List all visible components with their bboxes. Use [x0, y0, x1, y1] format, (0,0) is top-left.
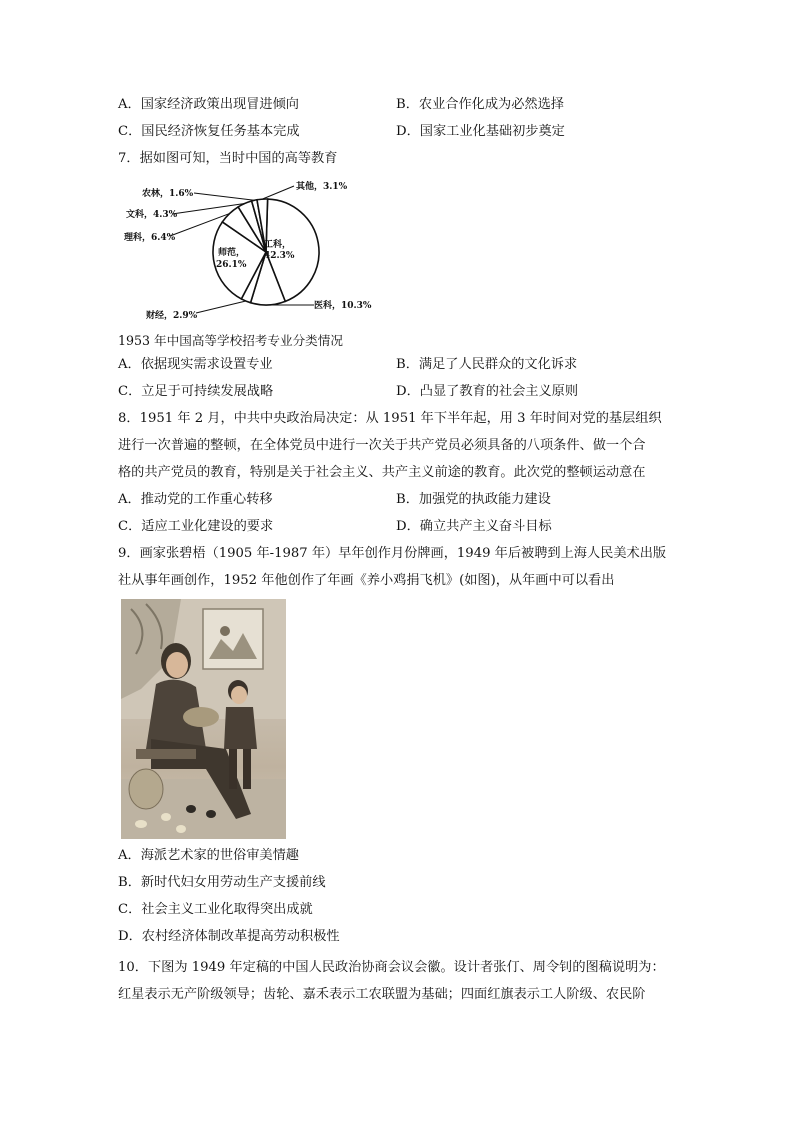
painting-chick [176, 825, 186, 833]
q8-option-a: A．推动党的工作重心转移 [118, 492, 273, 507]
painting-chick [206, 810, 216, 818]
label-qita: 其他，3.1% [296, 182, 348, 192]
painting-stool [136, 749, 196, 759]
painting-chick [186, 805, 196, 813]
q6-option-c: C．国民经济恢复任务基本完成 [118, 124, 300, 139]
label-yike: 医科，10.3% [314, 301, 372, 311]
painting-woman-face [166, 652, 188, 678]
q9-stem-line-2: 社从事年画创作，1952 年他创作了年画《养小鸡捐飞机》(如图)，从年画中可以看出 [118, 573, 615, 588]
q10-stem-line-2: 红星表示无产阶级领导；齿轮、嘉禾表示工农联盟为基础；四面红旗表示工人阶级、农民阶 [118, 987, 646, 1002]
new-year-painting-image [121, 599, 286, 839]
q6-option-d: D．国家工业化基础初步奠定 [396, 124, 565, 139]
q7-option-c: C．立足于可持续发展战略 [118, 384, 274, 399]
painting-chick [161, 813, 171, 821]
q9-option-d: D．农村经济体制改革提高劳动积极性 [118, 929, 340, 944]
q9-option-a: A．海派艺术家的世俗审美情趣 [118, 848, 299, 863]
q8-stem-line-1: 8．1951 年 2 月，中共中央政治局决定：从 1951 年下半年起，用 3 年时间对党的基层组织 [118, 411, 662, 426]
pie-leader-line-2 [196, 301, 246, 313]
painting-wall-poster-figure [220, 626, 230, 636]
label-like: 理科，6.4% [124, 233, 176, 243]
q8-option-c: C．适应工业化建设的要求 [118, 519, 274, 534]
q9-option-c: C．社会主义工业化取得突出成就 [118, 902, 313, 917]
q8-stem-line-3: 格的共产党员的教育，特别是关于社会主义、共产主义前途的教育。此次党的整顿运动意在 [118, 465, 646, 480]
q7-option-a: A．依据现实需求设置专业 [118, 357, 273, 372]
pie-leader-line-6 [194, 193, 254, 200]
pie-leader-line-7 [262, 186, 294, 199]
painting-child-clothes [224, 707, 257, 749]
label-shifan-name: 师范， [218, 248, 246, 258]
q7-option-b: B．满足了人民群众的文化诉求 [396, 357, 578, 372]
painting-chick [135, 820, 147, 828]
painting-child-leg-right [243, 749, 251, 789]
painting-child-face [231, 686, 247, 704]
painting-wall-poster [203, 609, 263, 669]
q7-stem: 7．据如图可知，当时中国的高等教育 [118, 151, 338, 166]
pie-chart-svg [118, 170, 388, 320]
q10-stem-line-1: 10．下图为 1949 年定稿的中国人民政治协商会议会徽。设计者张仃、周令钊的图稿说明为： [118, 960, 665, 975]
q6-option-a: A．国家经济政策出现冒进倾向 [118, 97, 299, 112]
q8-stem-line-2: 进行一次普遍的整顿，在全体党员中进行一次关于共产党员必须具备的八项条件、做一个合 [118, 438, 646, 453]
label-shifan-value: 26.1% [216, 260, 247, 270]
pie-chart [118, 170, 388, 320]
label-nonglin: 农林，1.6% [142, 189, 194, 199]
q7-option-d: D．凸显了教育的社会主义原则 [396, 384, 579, 399]
chart-caption: 1953 年中国高等学校招考专业分类情况 [118, 333, 343, 348]
label-wenke: 文科，4.3% [126, 210, 178, 220]
label-gongke-value: 42.3% [264, 251, 295, 261]
label-caijing: 财经，2.9% [146, 311, 198, 320]
painting-illustration [121, 599, 286, 839]
q6-option-b: B．农业合作化成为必然选择 [396, 97, 564, 112]
painting-bowl [183, 707, 219, 727]
q9-option-b: B．新时代妇女用劳动生产支援前线 [118, 875, 326, 890]
q9-stem-line-1: 9．画家张碧梧（1905 年-1987 年）早年创作月份牌画，1949 年后被聘到上海人民美术出版 [118, 546, 667, 561]
painting-child-leg-left [229, 749, 237, 789]
q8-option-d: D．确立共产主义奋斗目标 [396, 519, 552, 534]
label-gongke-name: 工科， [264, 240, 292, 250]
q8-option-b: B．加强党的执政能力建设 [396, 492, 551, 507]
painting-basket [129, 769, 163, 809]
